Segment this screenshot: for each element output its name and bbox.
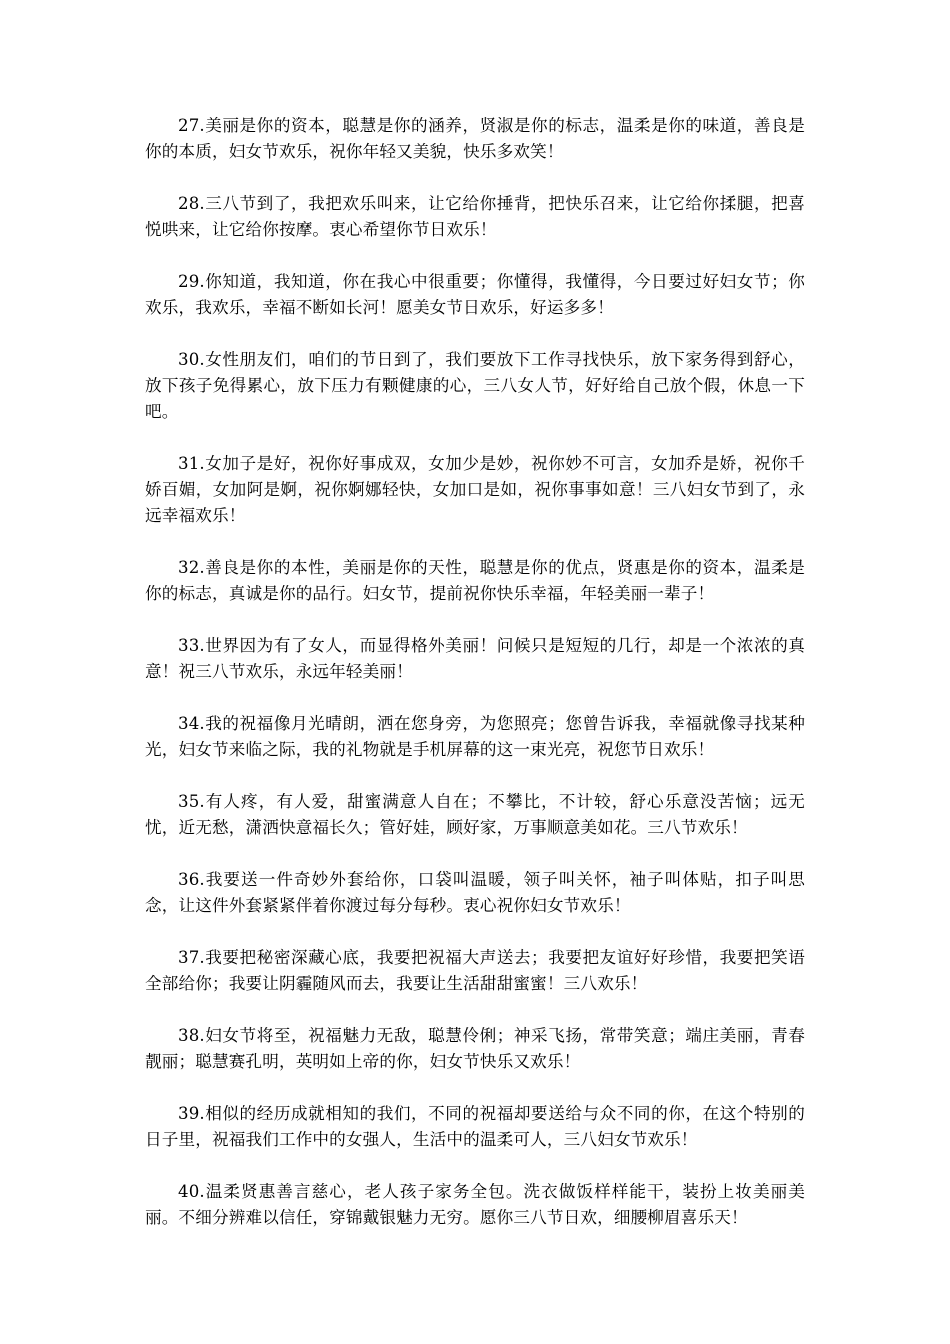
paragraph-32: 32.善良是你的本性，美丽是你的天性，聪慧是你的优点，贤惠是你的资本，温柔是你的标志，真诚是你的品行。妇女节，提前祝你快乐幸福，年轻美丽一辈子！ [145, 558, 805, 603]
paragraph-29: 29.你知道，我知道，你在我心中很重要；你懂得，我懂得，今日要过好妇女节；你欢乐，我欢乐，幸福不断如长河！愿美女节日欢乐，好运多多！ [145, 272, 805, 317]
paragraph-35: 35.有人疼，有人爱，甜蜜满意人自在；不攀比，不计较，舒心乐意没苦恼；远无忧，近无愁，潇洒快意福长久；管好娃，顾好家，万事顺意美如花。三八节欢乐！ [145, 792, 805, 837]
paragraph-34: 34.我的祝福像月光晴朗，洒在您身旁，为您照亮；您曾告诉我，幸福就像寻找某种光，妇女节来临之际，我的礼物就是手机屏幕的这一束光亮，祝您节日欢乐！ [145, 714, 805, 759]
paragraph-33: 33.世界因为有了女人，而显得格外美丽！问候只是短短的几行，却是一个浓浓的真意！祝三八节欢乐，永远年轻美丽！ [145, 636, 805, 681]
paragraph-30: 30.女性朋友们，咱们的节日到了，我们要放下工作寻找快乐，放下家务得到舒心，放下孩子免得累心，放下压力有颗健康的心，三八女人节，好好给自己放个假，休息一下吧。 [145, 350, 805, 421]
paragraph-31: 31.女加子是好，祝你好事成双，女加少是妙，祝你妙不可言，女加乔是娇，祝你千娇百媚，女加阿是婀，祝你婀娜轻快，女加口是如，祝你事事如意！三八妇女节到了，永远幸福欢乐！ [145, 454, 805, 525]
paragraph-39: 39.相似的经历成就相知的我们，不同的祝福却要送给与众不同的你，在这个特别的日子里，祝福我们工作中的女强人，生活中的温柔可人，三八妇女节欢乐！ [145, 1104, 805, 1149]
paragraph-28: 28.三八节到了，我把欢乐叫来，让它给你捶背，把快乐召来，让它给你揉腿，把喜悦哄来，让它给你按摩。衷心希望你节日欢乐！ [145, 194, 805, 239]
paragraph-27: 27.美丽是你的资本，聪慧是你的涵养，贤淑是你的标志，温柔是你的味道，善良是你的本质，妇女节欢乐，祝你年轻又美貌，快乐多欢笑！ [145, 116, 805, 161]
document-body [145, 113, 805, 1231]
paragraph-36: 36.我要送一件奇妙外套给你，口袋叫温暖，领子叫关怀，袖子叫体贴，扣子叫思念，让这件外套紧紧伴着你渡过每分每秒。衷心祝你妇女节欢乐！ [145, 870, 805, 915]
paragraph-38: 38.妇女节将至，祝福魅力无敌，聪慧伶俐；神采飞扬，常带笑意；端庄美丽，青春靓丽；聪慧赛孔明，英明如上帝的你，妇女节快乐又欢乐！ [145, 1026, 805, 1071]
paragraph-40: 40.温柔贤惠善言慈心，老人孩子家务全包。洗衣做饭样样能干，装扮上妆美丽美丽。不细分辨难以信任，穿锦戴银魅力无穷。愿你三八节日欢，细腰柳眉喜乐天！ [145, 1182, 805, 1227]
paragraph-37: 37.我要把秘密深藏心底，我要把祝福大声送去；我要把友谊好好珍惜，我要把笑语全部给你；我要让阴霾随风而去，我要让生活甜甜蜜蜜！三八欢乐！ [145, 948, 805, 993]
